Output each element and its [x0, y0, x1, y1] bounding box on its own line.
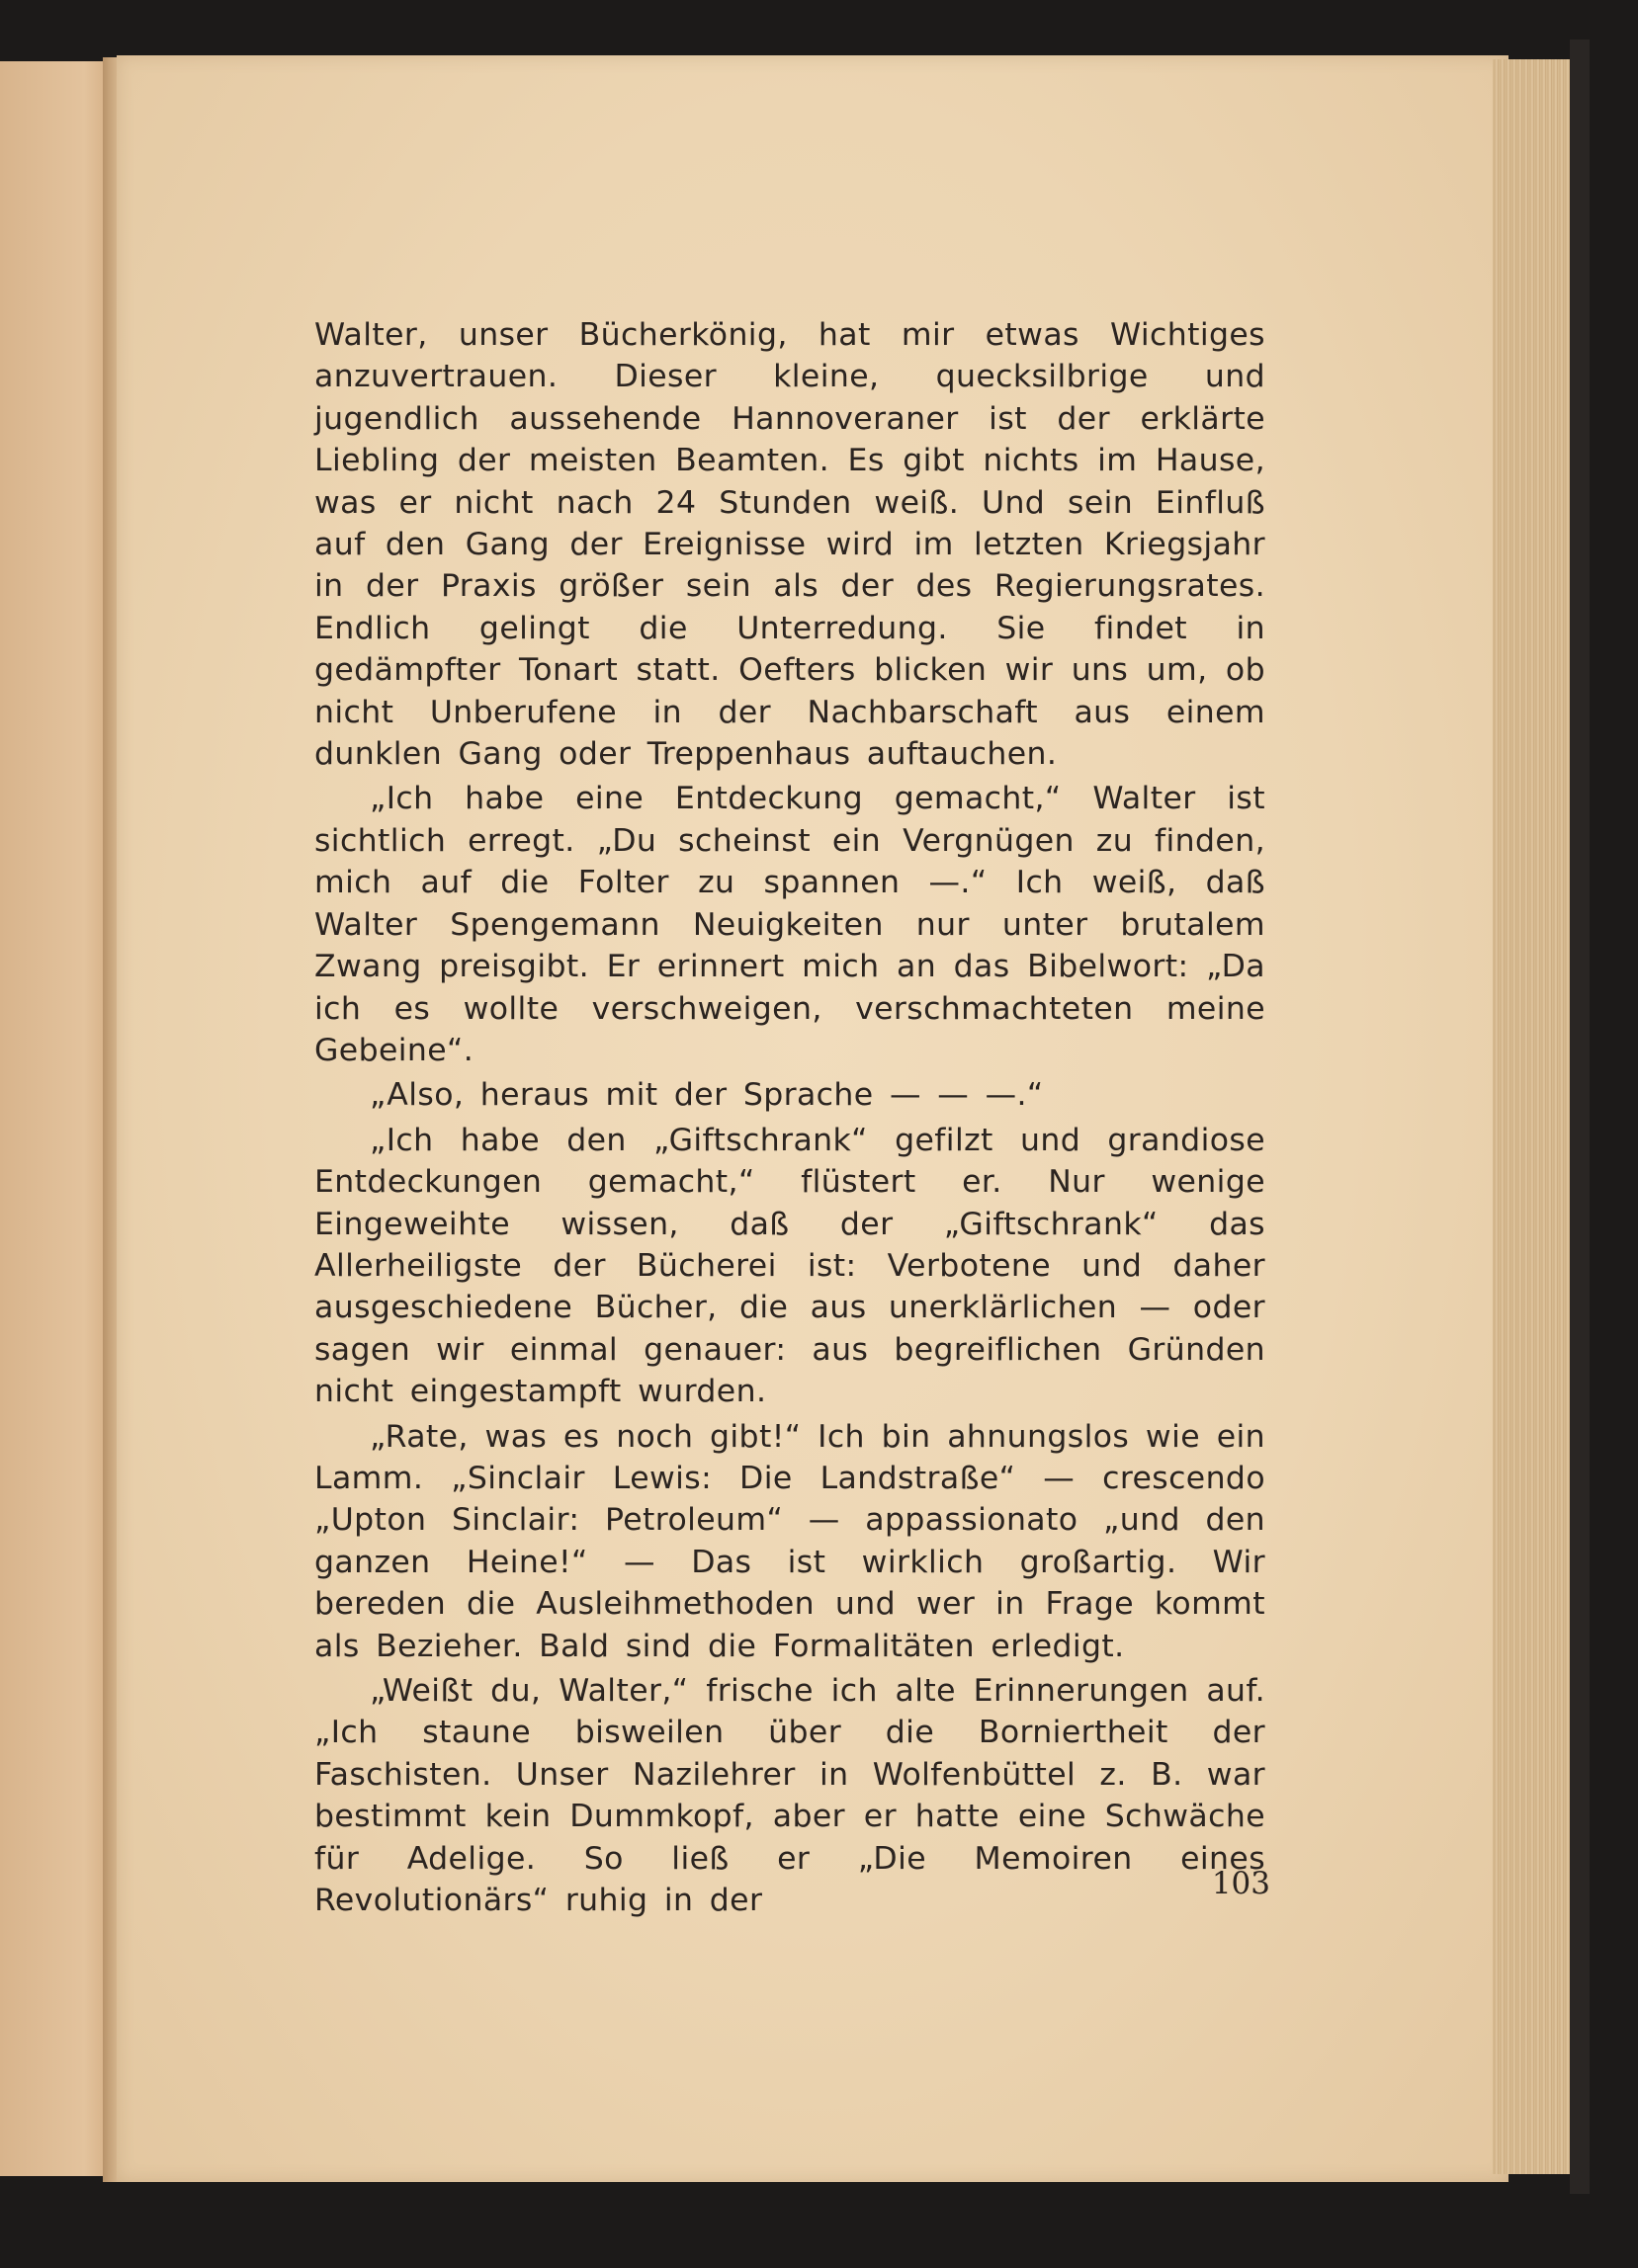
page-stack-edges	[1493, 59, 1570, 2174]
paragraph-1: Walter, unser Bücherkönig, hat mir etwas Wichtiges anzuvertrauen. Dieser kleine, quecksilbrige und jugendlich aussehende Hannoveraner ist der erklärte Liebling der meisten Beamten. Es gibt nichts im Hause, was er nicht nach 24 Stunden weiß. Und sein Einfluß auf den Gang der Ereignisse wird im letzten Kriegsjahr in der Praxis größer sein als der des Regierungsrates. Endlich gelingt die Unterredung. Sie findet in gedämpfter Tonart statt. Oefters blicken wir uns um, ob nicht Unberufene in der Nachbarschaft aus einem dunklen Gang oder Treppenhaus auftauchen.	[314, 317, 1265, 773]
page-number: 103	[1211, 1866, 1270, 1901]
scan-border	[1570, 40, 1590, 2194]
paragraph-3: „Also, heraus mit der Sprache — — —.“	[370, 1077, 1044, 1114]
paragraph-6: „Weißt du, Walter,“ frische ich alte Erinnerungen auf. „Ich staune bisweilen über die Borniertheit der Faschisten. Unser Nazilehrer in Wolfenbüttel z. B. war bestimmt kein Dummkopf, aber er hatte eine Schwäche für Adelige. So ließ er „Die Memoiren eines Revolutionärs“ ruhig in der	[314, 1673, 1265, 1919]
paragraph-4: „Ich habe den „Giftschrank“ gefilzt und grandiose Entdeckungen gemacht,“ flüstert er. Nur wenige Eingeweihte wissen, daß der „Giftschrank“ das Allerheiligste der Bücherei ist: Verbotene und daher ausgeschiedene Bücher, die aus unerklärlichen — oder sagen wir einmal genauer: aus begreiflichen Gründen nicht eingestampft wurden.	[314, 1122, 1265, 1410]
paragraph-5: „Rate, was es noch gibt!“ Ich bin ahnungslos wie ein Lamm. „Sinclair Lewis: Die Landstraße“ — crescendo „Upton Sinclair: Petroleum“ — appassionato „und den ganzen Heine!“ — Das ist wirklich großartig. Wir bereden die Ausleihmethoden und wer in Frage kommt als Bezieher. Bald sind die Formalitäten erledigt.	[314, 1418, 1265, 1664]
paragraph-2: „Ich habe eine Entdeckung gemacht,“ Walter ist sichtlich erregt. „Du scheinst ein Vergnügen zu finden, mich auf die Folter zu spannen —.“ Ich weiß, daß Walter Spengemann Neuigkeiten nur unter brutalem Zwang preisgibt. Er erinnert mich an das Bibelwort: „Da ich es wollte verschweigen, verschmachteten meine Gebeine“.	[314, 781, 1265, 1068]
body-text	[314, 314, 1265, 1924]
